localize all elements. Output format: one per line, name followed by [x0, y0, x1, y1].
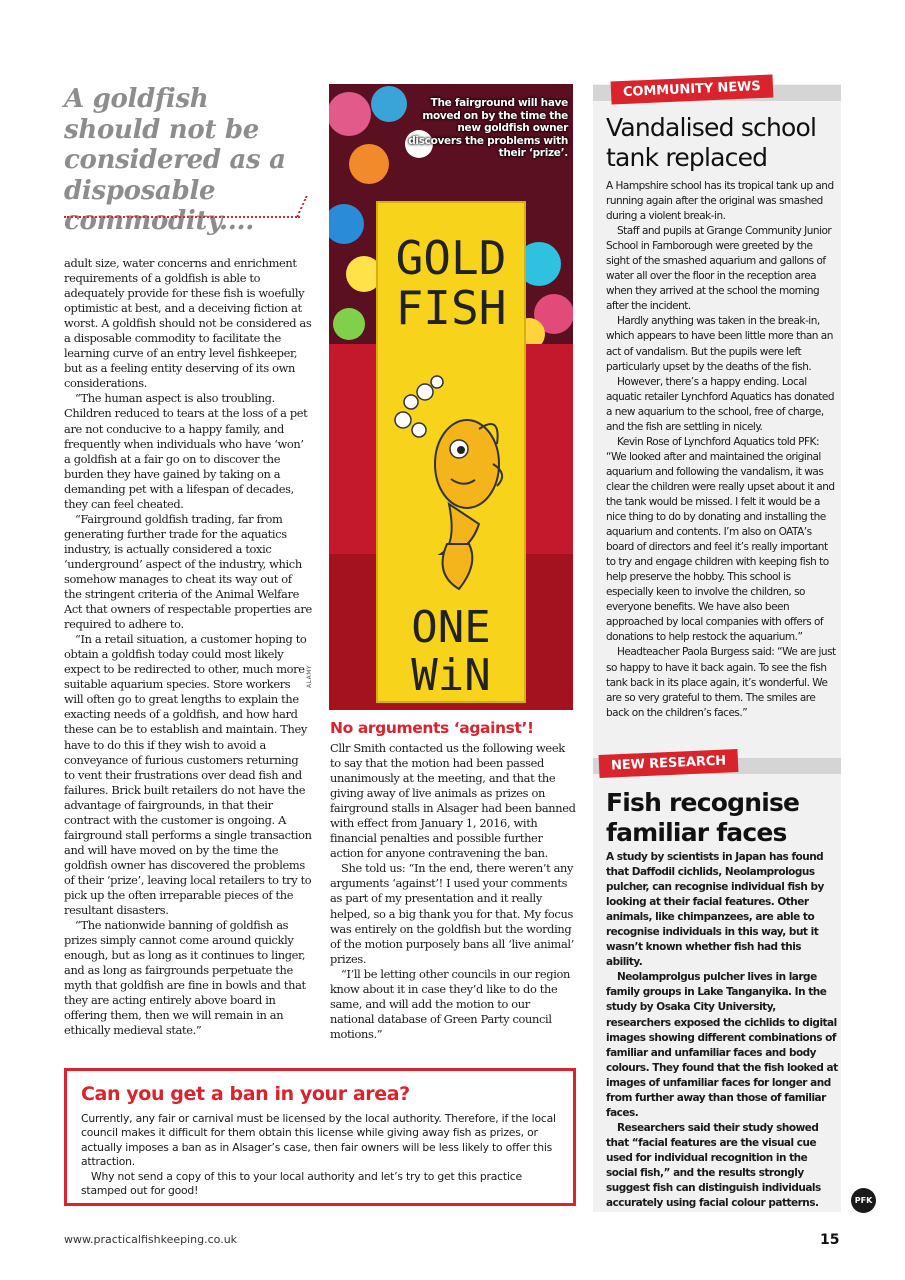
- paragraph: Cllr Smith contacted us the following week to say that the motion had been passed unanimously at the meeting, and that the giving away of live animals as prizes on fairground stalls in Alsager had been banned with effect from January 1, 2016, with financial penalties and possible further action for anyone contravening the ban.: [330, 741, 576, 861]
- paragraph: Currently, any fair or carnival must be licensed by the local authority. Therefore, if the local council makes it difficult for them obtain this license while giving away fish as prizes, or actually imposes a ban as in Alsager’s case, then fair owners will be less likely to offer this attraction.: [81, 1112, 556, 1169]
- boxout-title: Can you get a ban in your area?: [81, 1083, 410, 1105]
- paragraph: Neolamprolgus pulcher lives in large family groups in Lake Tanganyika. In the study by Osaka City University, researchers exposed the cichlids to digital images showing different combinations of familiar and unfamiliar faces and body colours. They found that the fish looked at images of unfamiliar faces for longer and from further away than those of familiar faces.: [606, 971, 838, 1119]
- community-news-headline: Vandalised school tank replaced: [606, 113, 817, 172]
- photo-illustration: [329, 84, 573, 710]
- paragraph: A study by scientists in Japan has found that Daffodil cichlids, Neolamprologus pulcher, can recognise individual fish by looking at their facial features. Other animals, like chimpanzees, are able to recognise individuals in this way, but it wasn’t known whether fish had this ability.: [606, 851, 824, 969]
- pfk-logo-badge: PFK: [851, 1188, 876, 1213]
- paragraph: A Hampshire school has its tropical tank up and running again after the original was smashed during a violent break-in.: [606, 180, 834, 223]
- paragraph: “In a retail situation, a customer hoping to obtain a goldfish today could most likely expect to be redirected to other, much more suitable aquarium species. Store workers will often go to great lengths to explain the exacting needs of a goldfish, and how hard these can be to establish and maintain. They have to do this if they wish to avoid a conveyance of furious customers returning to vent their frustrations over dead fish and failures. Brick built retailers do not have the advantage of fairgrounds, in that their contract with the customer is ongoing. A fairground stall performs a single transaction and will have moved on by the time the goldfish owner has discovered the problems of their ‘prize’, leaving local retailers to try to pick up the often irreparable pieces of the resultant disasters.: [64, 632, 312, 918]
- paragraph: Hardly anything was taken in the break-in, which appears to have been little more than an act of vandalism. But the pupils were left particularly upset by the deaths of the fish.: [606, 315, 833, 373]
- sign-text-gold: GOLD: [395, 231, 507, 285]
- paragraph: adult size, water concerns and enrichment requirements of a goldfish is able to adequately provide for these fish is woefully optimistic at best, and a deceiving fiction at worst. A goldfish should not be considered as a disposable commodity to facilitate the learning curve of an entry level fishkeeper, but as a feeling entity deserving of its own considerations.: [64, 256, 312, 391]
- footer-url[interactable]: www.practicalfishkeeping.co.uk: [64, 1233, 238, 1246]
- new-research-headline: Fish recognise familiar faces: [606, 788, 800, 847]
- paragraph: “The human aspect is also troubling. Children reduced to tears at the loss of a pet are not conducive to a happy family, and frequently when individuals who have ‘won’ a goldfish at a fair go on to discover the burden they have gained by taking on a demanding pet with a lifespan of decades, they can feel cheated.: [64, 391, 308, 511]
- paragraph: Headteacher Paola Burgess said: “We are just so happy to have it back again. To see the fish tank back in its place again, it’s wonderful. We are so very grateful to them. The smiles are back on the children’s faces.”: [606, 646, 836, 719]
- photo-credit: ALAMY: [306, 664, 313, 688]
- photo-caption: The fairground will have moved on by the time the new goldfish owner discovers the problems with their ‘prize’.: [408, 97, 568, 160]
- article-column-2: [330, 741, 576, 1042]
- pull-quote-rule: [64, 216, 300, 218]
- goldfish-sign-photo: [329, 84, 573, 710]
- sign-text-fish: FISH: [395, 281, 507, 335]
- paragraph: However, there’s a happy ending. Local aquatic retailer Lynchford Aquatics has donated a new aquarium to the school, free of charge, and the fish are settling in nicely.: [606, 375, 835, 433]
- sign-text-win: WiN: [411, 650, 491, 701]
- new-research-tag: NEW RESEARCH: [599, 749, 739, 778]
- boxout-body: [81, 1112, 559, 1198]
- community-news-body: [606, 179, 838, 721]
- paragraph: Staff and pupils at Grange Community Junior School in Farnborough were greeted by the sight of the smashed aquarium and gallons of water all over the floor in the reception area when they arrived at the school the morning after the incident.: [606, 225, 832, 313]
- community-news-tag: COMMUNITY NEWS: [611, 74, 773, 104]
- paragraph: Kevin Rose of Lynchford Aquatics told PFK: “We looked after and maintained the original aquarium and following the vandalism, it was clear the children were really upset about it and the tank would be missed. I felt it would be a nice thing to do by donating and installing the aquarium and contents. I’m also on OATA’s board of directors and feel it’s really important to try and engage children with keeping fish to help preserve the hobby. This school is especially keen to involve the children, so everyone benefits. We have also been approached by local companies with offers of donations to help restock the aquarium.”: [606, 435, 835, 644]
- subheading-no-arguments: No arguments ‘against’!: [330, 719, 534, 737]
- paragraph: She told us: “In the end, there weren’t any arguments ‘against’! I used your comments as part of my presentation and it really helped, so a big thank you for that. My focus was entirely on the goldfish but the wording of the motion purposely bans all ‘live animal’ prizes.: [330, 861, 574, 966]
- new-research-body: [606, 850, 838, 1211]
- ban-boxout: [64, 1068, 576, 1206]
- paragraph: Why not send a copy of this to your local authority and let’s try to get this practice stamped out for good!: [81, 1169, 522, 1198]
- pull-quote: A goldfish should not be considered as a disposable commodity....: [64, 84, 286, 236]
- article-column-1: [64, 256, 312, 1038]
- paragraph: Researchers said their study showed that “facial features are the visual cue used for individual recognition in the social fish,” and the results strongly suggest fish can distinguish individuals accurately using facial colour patterns.: [606, 1121, 821, 1210]
- paragraph: “The nationwide banning of goldfish as prizes simply cannot come around quickly enough, but as long as it continues to linger, and as long as fairgrounds perpetuate the myth that goldfish are fine in bowls and that they are acting entirely above board in offering them, then we will remain in an ethically medieval state.”: [64, 918, 306, 1038]
- page-number: 15: [820, 1232, 840, 1248]
- sign-text-one: ONE: [411, 602, 491, 653]
- paragraph: “I’ll be letting other councils in our region know about it in case they’d like to do the same, and will add the motion to our national database of Green Party council motions.”: [330, 966, 570, 1041]
- paragraph: “Fairground goldfish trading, far from generating further trade for the aquatics industry, is actually considered a toxic ‘underground’ aspect of the industry, which somehow manages to cheat its way out of the stringent criteria of the Animal Welfare Act that owners of respectable properties are required to adhere to.: [64, 511, 312, 632]
